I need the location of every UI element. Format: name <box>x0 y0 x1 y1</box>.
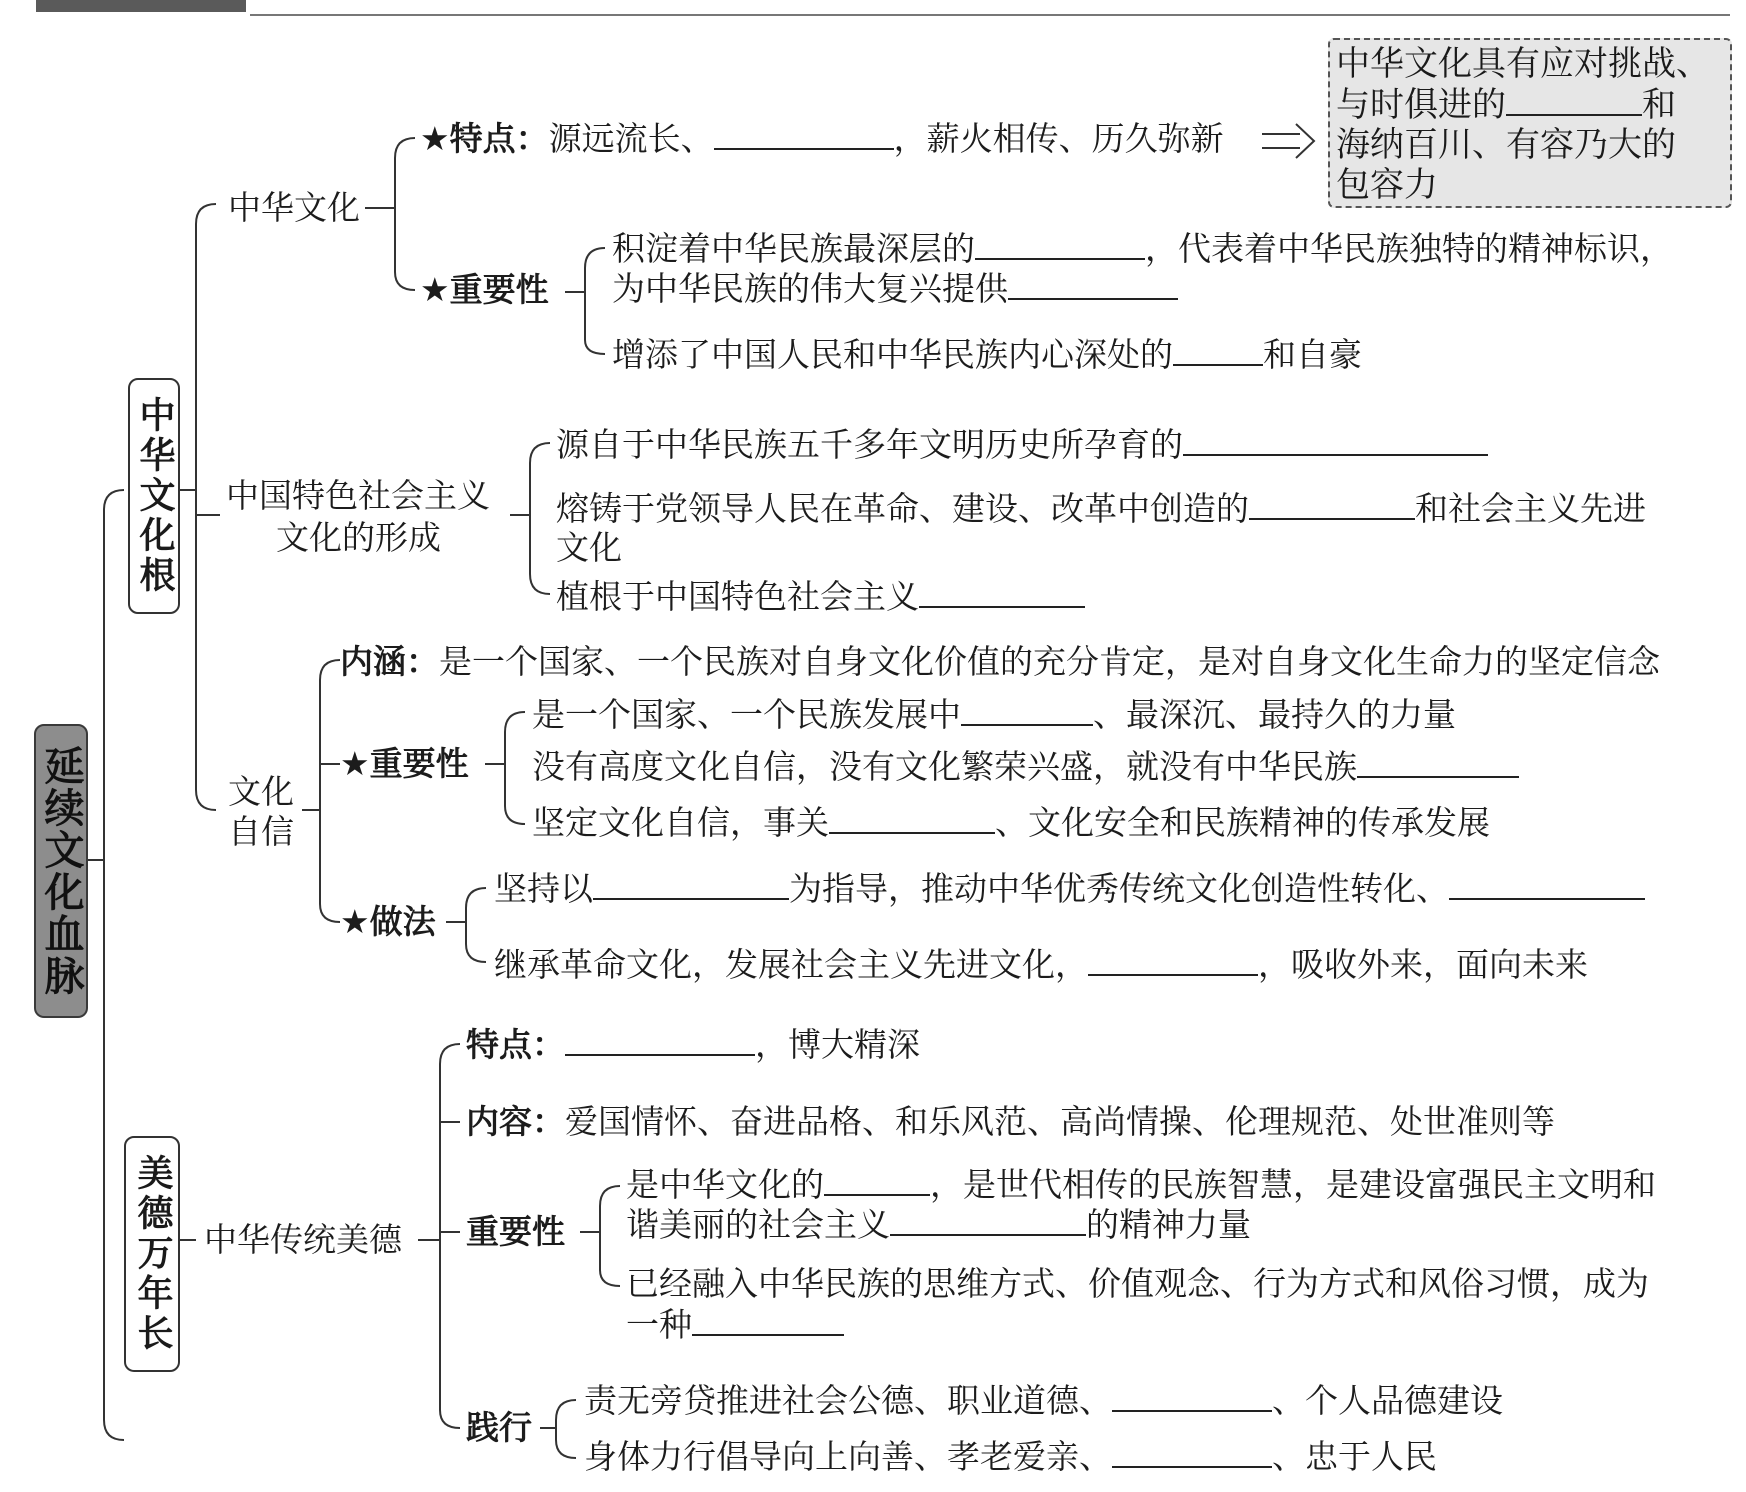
blank[interactable] <box>975 228 1145 260</box>
connotation-row <box>340 642 1660 682</box>
blank[interactable] <box>1112 1436 1272 1468</box>
virtue-label: 中华传统美德 <box>204 1220 402 1259</box>
virtue-practice-label: 践行 <box>466 1408 532 1447</box>
practice-2 <box>584 1436 1437 1477</box>
virtue-feature-label: 特点： <box>466 1025 565 1064</box>
socialism-item-1 <box>556 424 1488 465</box>
soc-item2a: 熔铸于党领导人民在革命、建设、改革中创造的 <box>556 489 1249 528</box>
section2-title: 美德万年长 <box>132 1154 173 1354</box>
soc-item3: 植根于中国特色社会主义 <box>556 577 919 616</box>
virtue-content-text: 爱国情怀、奋进品格、和乐风范、高尚情操、伦理规范、处世准则等 <box>565 1102 1555 1141</box>
method2a: 继承革命文化，发展社会主义先进文化， <box>494 945 1088 984</box>
socialism-label-2: 文化的形成 <box>276 518 441 557</box>
confidence-label-2: 自信 <box>228 812 294 851</box>
v-imp1a: 是中华文化的 <box>626 1165 824 1204</box>
culture-label: 中华文化 <box>228 188 360 227</box>
v-imp2b: 一种 <box>626 1305 692 1344</box>
conf-imp3b: 、文化安全和民族精神的传承发展 <box>995 803 1490 842</box>
method-2 <box>494 944 1588 985</box>
callout-line4: 包容力 <box>1336 165 1438 205</box>
blank[interactable] <box>692 1304 844 1336</box>
culture-importance-1 <box>612 228 1673 269</box>
soc-item2b: 和社会主义先进 <box>1415 489 1646 528</box>
callout-line1: 中华文化具有应对挑战、 <box>1336 44 1710 84</box>
culture-importance-2 <box>612 334 1362 375</box>
prac2b: 、忠于人民 <box>1272 1437 1437 1476</box>
blank[interactable] <box>1088 944 1258 976</box>
v-imp1d: 的精神力量 <box>1086 1205 1251 1244</box>
feature-text-a: 源远流长、 <box>548 119 714 158</box>
blank[interactable] <box>1183 424 1488 456</box>
virtue-content-label: 内容： <box>466 1102 565 1141</box>
blank[interactable] <box>565 1024 755 1056</box>
blank[interactable] <box>961 694 1093 726</box>
method-1 <box>494 868 1645 909</box>
blank[interactable] <box>1173 334 1263 366</box>
conf-imp1a: 是一个国家、一个民族发展中 <box>532 695 961 734</box>
conf-imp3a: 坚定文化自信，事关 <box>532 803 829 842</box>
blank[interactable] <box>1357 746 1519 778</box>
culture-importance-label: ★重要性 <box>420 270 549 309</box>
connotation-text: 是一个国家、一个民族对自身文化价值的充分肯定，是对自身文化生命力的坚定信念 <box>439 642 1660 681</box>
blank[interactable] <box>824 1164 930 1196</box>
root-title: 延续文化血脉 <box>38 745 84 997</box>
virtue-imp-2-cont <box>626 1304 844 1345</box>
v-imp1b: ，是世代相传的民族智慧，是建设富强民主文明和 <box>930 1165 1656 1204</box>
method1b: 为指导，推动中华优秀传统文化创造性转化、 <box>789 869 1449 908</box>
virtue-imp-2: 已经融入中华民族的思维方式、价值观念、行为方式和风俗习惯，成为 <box>626 1264 1649 1303</box>
conf-imp-2 <box>532 746 1519 787</box>
imp2b: 和自豪 <box>1263 335 1362 374</box>
soc-item1: 源自于中华民族五千多年文明历史所孕育的 <box>556 425 1183 464</box>
blank[interactable] <box>919 576 1085 608</box>
conf-imp-3 <box>532 802 1490 843</box>
connotation-label: 内涵： <box>340 642 439 681</box>
callout-line3: 海纳百川、有容乃大的 <box>1336 125 1676 165</box>
prac1b: 、个人品德建设 <box>1272 1381 1503 1420</box>
confidence-importance-label: ★重要性 <box>340 744 469 783</box>
culture-importance-1-cont <box>612 268 1178 309</box>
root-node <box>34 724 88 1018</box>
blank[interactable] <box>593 868 789 900</box>
socialism-item-2 <box>556 488 1646 529</box>
conf-imp-1 <box>532 694 1456 735</box>
conf-imp2: 没有高度文化自信，没有文化繁荣兴盛，就没有中华民族 <box>532 747 1357 786</box>
v-imp1c: 谐美丽的社会主义 <box>626 1205 890 1244</box>
virtue-imp-1 <box>626 1164 1656 1205</box>
imp2a: 增添了中国人民和中华民族内心深处的 <box>612 335 1173 374</box>
confidence-label-1: 文化 <box>228 772 294 811</box>
feature-label: ★特点： <box>420 119 549 158</box>
virtue-feature-row <box>466 1024 920 1065</box>
blank[interactable] <box>829 802 995 834</box>
callout-line2 <box>1336 84 1724 125</box>
imp1b: ，代表着中华民族独特的精神标识， <box>1145 229 1673 268</box>
culture-feature-row <box>420 118 1224 159</box>
blank[interactable] <box>714 118 894 150</box>
virtue-content-row <box>466 1102 1555 1142</box>
section-culture-root <box>128 378 180 614</box>
imp1c: 为中华民族的伟大复兴提供 <box>612 269 1008 308</box>
blank[interactable] <box>1249 488 1415 520</box>
blank[interactable] <box>1449 868 1645 900</box>
prac1a: 责无旁贷推进社会公德、职业道德、 <box>584 1381 1112 1420</box>
socialism-item-3 <box>556 576 1085 617</box>
section1-title: 中华文化根 <box>134 396 175 596</box>
socialism-item-2-cont: 文化 <box>556 528 622 567</box>
method2b: ，吸收外来，面向未来 <box>1258 945 1588 984</box>
callout-line2b: 和 <box>1642 85 1676 125</box>
blank[interactable] <box>1112 1380 1272 1412</box>
virtue-imp-1-cont <box>626 1204 1251 1245</box>
practice-1 <box>584 1380 1503 1421</box>
blank[interactable] <box>890 1204 1086 1236</box>
blank[interactable] <box>1506 84 1642 116</box>
socialism-label-1: 中国特色社会主义 <box>226 476 490 515</box>
conf-imp1b: 、最深沉、最持久的力量 <box>1093 695 1456 734</box>
prac2a: 身体力行倡导向上向善、孝老爱亲、 <box>584 1437 1112 1476</box>
blank[interactable] <box>1008 268 1178 300</box>
imp1a: 积淀着中华民族最深层的 <box>612 229 975 268</box>
section-virtue <box>124 1136 180 1372</box>
feature-text-b: ，薪火相传、历久弥新 <box>893 119 1224 158</box>
callout-box <box>1328 38 1732 208</box>
method1a: 坚持以 <box>494 869 593 908</box>
confidence-method-label: ★做法 <box>340 902 436 941</box>
callout-line2a: 与时俱进的 <box>1336 85 1506 125</box>
virtue-feature-text: ，博大精深 <box>755 1025 920 1064</box>
virtue-importance-label: 重要性 <box>466 1212 565 1251</box>
